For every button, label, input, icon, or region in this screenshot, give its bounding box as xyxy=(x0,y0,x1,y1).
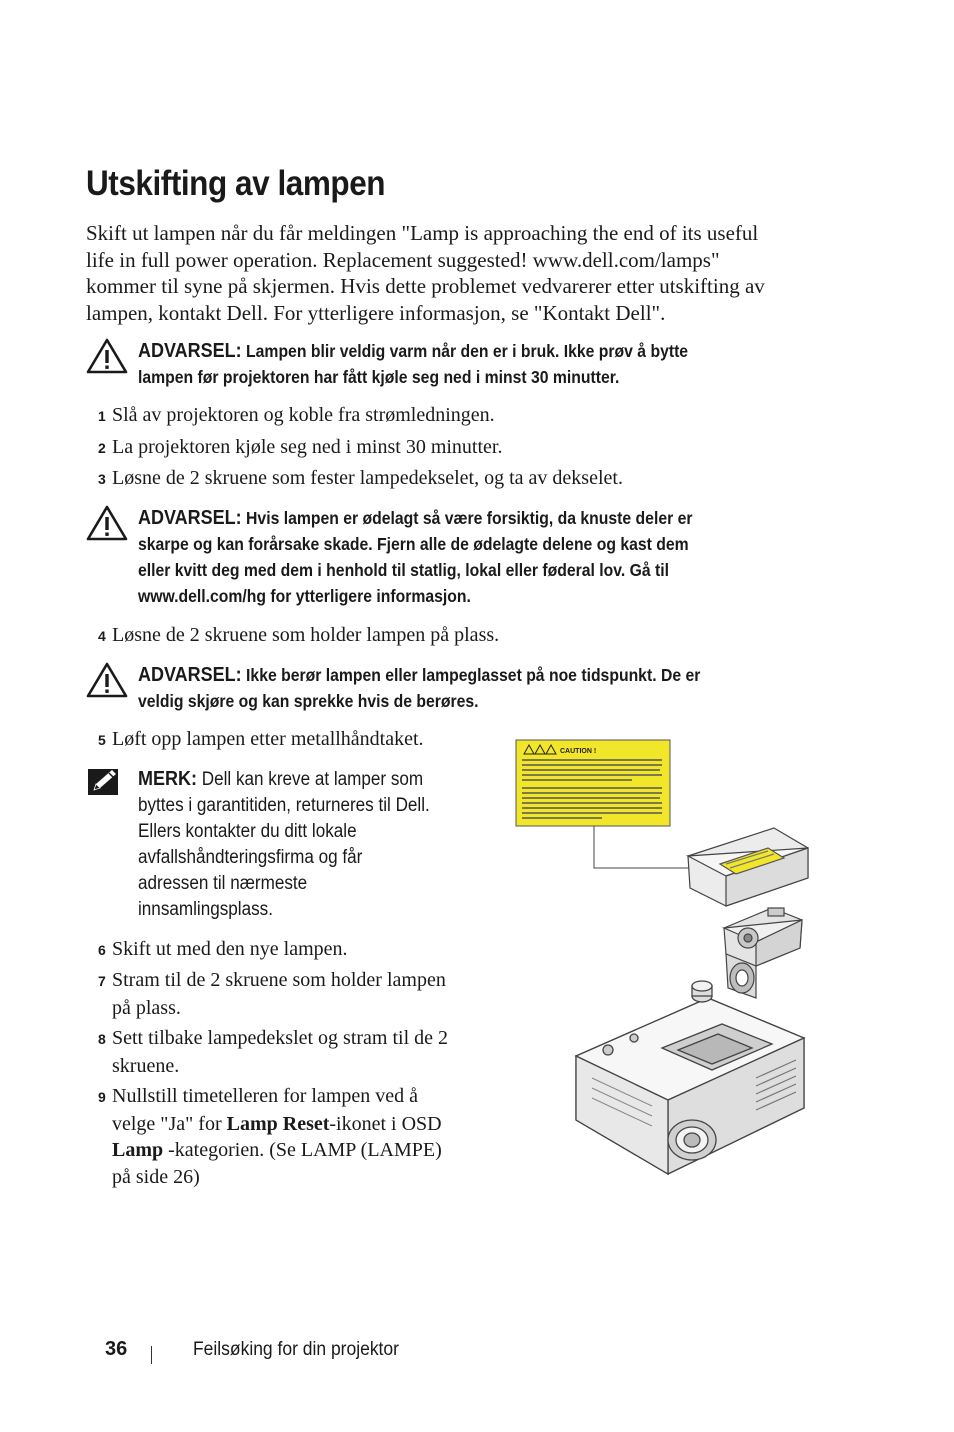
warning-line: skarpe og kan forårsake skade. Fjern alle de ødelagte delene og kast dem xyxy=(138,534,689,554)
step-text: Sett tilbake lampedekslet og stram til de 2 xyxy=(112,1027,449,1049)
lamp-module xyxy=(724,908,802,998)
step-text: La projektoren kjøle seg ned i minst 30 minutter. xyxy=(112,436,503,458)
warning-triangle-icon xyxy=(86,338,128,374)
step-number: 9 xyxy=(98,1089,106,1105)
note-line: Dell kan kreve at lamper som xyxy=(201,769,424,790)
footer-section-title: Feilsøking for din projektor xyxy=(193,1339,399,1360)
lamp-cover xyxy=(688,828,808,906)
caution-label xyxy=(516,740,670,826)
step-text: Løsne de 2 skruene som holder lampen på plass. xyxy=(112,624,500,646)
warning-line: lampen før projektoren har fått kjøle seg ned i minst 30 minutter. xyxy=(138,367,620,387)
step-number: 3 xyxy=(98,471,106,487)
step-text: Nullstill timetelleren for lampen ved å xyxy=(112,1085,419,1107)
note-label: MERK: xyxy=(138,768,197,790)
step-number: 7 xyxy=(98,973,106,989)
note-line: Ellers kontakter du ditt lokale xyxy=(138,821,357,842)
step-number: 4 xyxy=(98,628,106,644)
intro-paragraph xyxy=(86,220,826,326)
page-title: Utskifting av lampen xyxy=(86,164,386,203)
step-text: Skift ut med den nye lampen. xyxy=(112,938,348,960)
list-item xyxy=(98,1083,442,1190)
note-line: adressen til nærmeste xyxy=(138,873,308,894)
step-number: 6 xyxy=(98,942,106,958)
warning-line: Hvis lampen er ødelagt så være forsiktig, da knuste deler er xyxy=(246,508,693,528)
list-item xyxy=(98,622,499,650)
step-text-bold: Lamp xyxy=(112,1139,164,1161)
step-text: -kategorien. (Se LAMP (LAMPE) xyxy=(163,1139,442,1161)
list-item xyxy=(98,402,495,430)
step-text: Løsne de 2 skruene som fester lampedekselet, og ta av dekselet. xyxy=(112,467,623,489)
step-text: på plass. xyxy=(112,996,181,1019)
step-text: -ikonet i OSD xyxy=(329,1112,442,1135)
note-line: avfallshåndteringsfirma og får xyxy=(138,847,363,868)
step-number: 2 xyxy=(98,440,106,456)
list-item xyxy=(98,936,348,964)
step-text: Stram til de 2 skruene som holder lampen xyxy=(112,969,446,991)
footer-separator xyxy=(151,1346,152,1364)
step-text: Løft opp lampen etter metallhåndtaket. xyxy=(112,728,424,750)
note-line: byttes i garantitiden, returneres til Dell. xyxy=(138,795,430,816)
intro-line: life in full power operation. Replacement suggested! www.dell.com/lamps" xyxy=(86,247,720,272)
warning-text xyxy=(138,505,692,609)
warning-label: ADVARSEL: xyxy=(138,507,242,529)
step-number: 8 xyxy=(98,1031,106,1047)
intro-line: lampen, kontakt Dell. For ytterligere informasjon, se "Kontakt Dell". xyxy=(86,300,666,325)
warning-line: Ikke berør lampen eller lampeglasset på noe tidspunkt. De er xyxy=(246,665,701,685)
warning-text xyxy=(138,338,688,390)
warning-text xyxy=(138,662,700,714)
step-number: 5 xyxy=(98,732,106,748)
page-number: 36 xyxy=(105,1338,128,1360)
projector-body xyxy=(576,981,804,1174)
caution-heading: CAUTION ! xyxy=(560,748,597,755)
list-item xyxy=(98,967,446,1021)
list-item xyxy=(98,726,424,754)
note-line: innsamlingsplass. xyxy=(138,899,273,920)
note-text xyxy=(138,766,430,923)
warning-line: www.dell.com/hg for ytterligere informasjon. xyxy=(138,586,471,606)
list-item xyxy=(98,1025,448,1079)
list-item xyxy=(98,465,623,493)
step-number: 1 xyxy=(98,408,106,424)
lamp-replacement-illustration xyxy=(512,738,812,1178)
note-pencil-icon xyxy=(86,766,122,798)
step-text: skruene. xyxy=(112,1054,180,1077)
step-text: velge "Ja" for xyxy=(112,1112,227,1135)
step-text: Slå av projektoren og koble fra strømledningen. xyxy=(112,404,495,426)
intro-line: kommer til syne på skjermen. Hvis dette problemet vedvarerer etter utskifting av xyxy=(86,274,765,298)
warning-label: ADVARSEL: xyxy=(138,664,242,686)
warning-triangle-icon xyxy=(86,505,128,541)
intro-line: Skift ut lampen når du får meldingen "Lamp is approaching the end of its useful xyxy=(86,221,759,245)
warning-label: ADVARSEL: xyxy=(138,340,242,362)
warning-line: Lampen blir veldig varm når den er i bruk. Ikke prøv å bytte xyxy=(246,341,689,361)
warning-line: veldig skjøre og kan sprekke hvis de berøres. xyxy=(138,691,479,711)
warning-triangle-icon xyxy=(86,662,128,698)
warning-line: eller kvitt deg med dem i henhold til statlig, lokal eller føderal lov. Gå til xyxy=(138,560,669,580)
step-text: på side 26) xyxy=(112,1165,200,1188)
list-item xyxy=(98,434,502,462)
step-text-bold: Lamp Reset xyxy=(226,1112,330,1135)
